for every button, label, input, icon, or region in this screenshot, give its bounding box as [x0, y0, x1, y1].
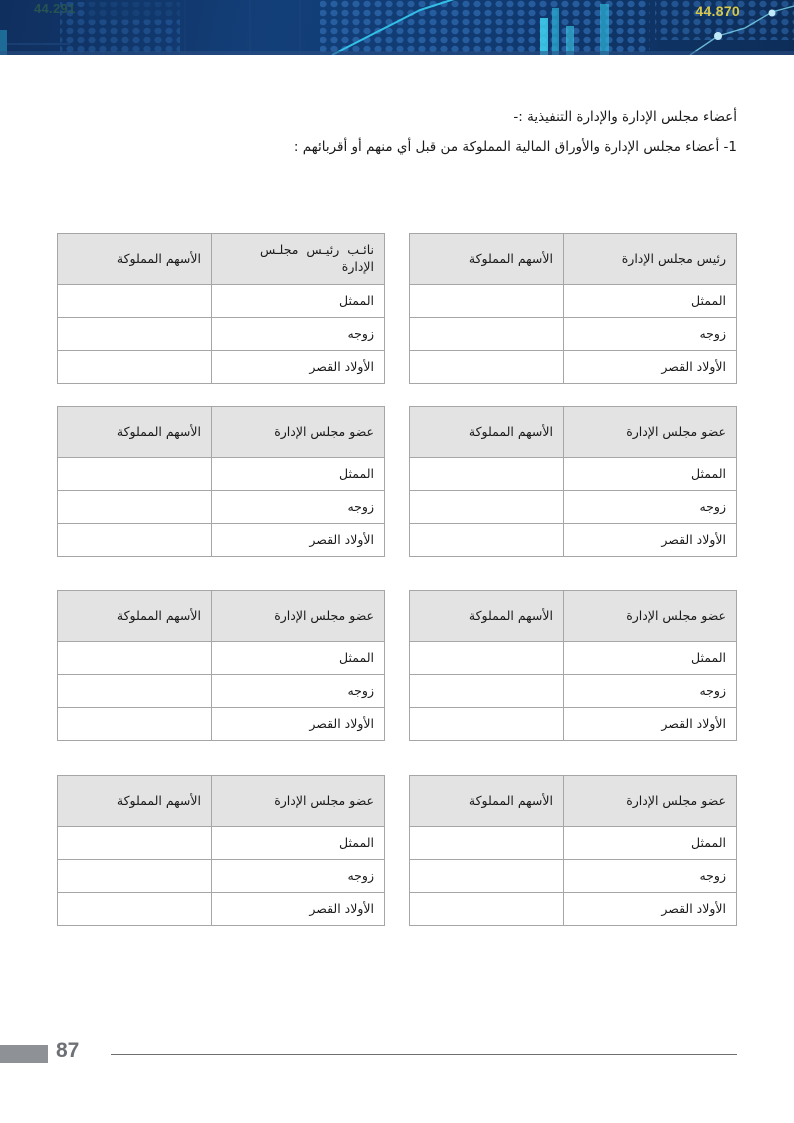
cell-relation-label: الأولاد القصر [661, 715, 726, 731]
column-header-shares-owned-label: الأسهم المملوكة [116, 607, 201, 623]
cell-relation [564, 285, 737, 318]
ownership-table [57, 775, 385, 926]
cell-relation-label: زوجه [699, 682, 726, 698]
cell-relation-label: زوجه [347, 498, 374, 514]
table-row [410, 708, 737, 741]
table-header-row [410, 591, 737, 642]
cell-shares-owned[interactable] [58, 524, 212, 557]
column-header-role-label: عضو مجلس الإدارة [274, 423, 374, 439]
cell-relation-label: زوجه [699, 867, 726, 883]
column-header-role [212, 591, 385, 642]
cell-relation-label: زوجه [347, 682, 374, 698]
cell-relation [212, 458, 385, 491]
cell-shares-owned[interactable] [58, 285, 212, 318]
column-header-role [564, 234, 737, 285]
cell-relation [212, 318, 385, 351]
cell-relation [212, 827, 385, 860]
cell-relation-label: الأولاد القصر [309, 900, 374, 916]
cell-relation [564, 318, 737, 351]
cell-relation [212, 642, 385, 675]
cell-shares-owned[interactable] [58, 675, 212, 708]
column-header-role-label: عضو مجلس الإدارة [274, 792, 374, 808]
cell-relation-label: الأولاد القصر [661, 358, 726, 374]
column-header-shares-owned [410, 591, 564, 642]
table-row [58, 318, 385, 351]
table-row [410, 524, 737, 557]
table-row [410, 458, 737, 491]
column-header-role-label: عضو مجلس الإدارة [626, 792, 726, 808]
table-header-row [58, 407, 385, 458]
table-row [58, 827, 385, 860]
cell-shares-owned[interactable] [410, 893, 564, 926]
cell-relation [212, 860, 385, 893]
column-header-shares-owned [58, 407, 212, 458]
column-header-shares-owned-label: الأسهم المملوكة [468, 607, 553, 623]
cell-shares-owned[interactable] [410, 285, 564, 318]
cell-shares-owned[interactable] [58, 351, 212, 384]
ownership-table [409, 775, 737, 926]
ownership-table [57, 590, 385, 741]
cell-relation-label: الممثل [691, 834, 726, 850]
cell-shares-owned[interactable] [58, 827, 212, 860]
cell-shares-owned[interactable] [58, 708, 212, 741]
table-row [410, 318, 737, 351]
column-header-role-label: عضو مجلس الإدارة [274, 607, 374, 623]
column-header-role [564, 776, 737, 827]
table-header-row [410, 776, 737, 827]
cell-relation-label: زوجه [699, 498, 726, 514]
section-subheading: 1- أعضاء مجلس الإدارة والأوراق المالية المملوكة من قبل أي منهم أو أقربائهم : [293, 139, 737, 155]
banner-right-number: 44.870 [695, 3, 740, 19]
table-row [58, 351, 385, 384]
cell-relation [564, 893, 737, 926]
page-header-banner [0, 0, 794, 55]
cell-relation [212, 351, 385, 384]
column-header-role [564, 591, 737, 642]
column-header-shares-owned [58, 776, 212, 827]
column-header-shares-owned [410, 776, 564, 827]
column-header-role [212, 407, 385, 458]
cell-relation-label: الأولاد القصر [309, 358, 374, 374]
column-header-shares-owned-label: الأسهم المملوكة [468, 250, 553, 266]
cell-shares-owned[interactable] [410, 675, 564, 708]
column-header-shares-owned [58, 591, 212, 642]
table-row [58, 285, 385, 318]
cell-relation [212, 893, 385, 926]
table-row [410, 351, 737, 384]
table-row [410, 893, 737, 926]
cell-relation-label: الممثل [691, 465, 726, 481]
cell-relation-label: زوجه [347, 867, 374, 883]
table-row [410, 860, 737, 893]
table-header-row [58, 234, 385, 285]
ownership-table [409, 233, 737, 384]
column-header-role [564, 407, 737, 458]
cell-relation-label: الممثل [691, 292, 726, 308]
cell-relation-label: الممثل [339, 292, 374, 308]
cell-shares-owned[interactable] [410, 351, 564, 384]
table-row [58, 860, 385, 893]
ownership-table [409, 590, 737, 741]
table-row [410, 827, 737, 860]
cell-relation-label: الأولاد القصر [661, 900, 726, 916]
cell-shares-owned[interactable] [58, 860, 212, 893]
cell-shares-owned[interactable] [410, 318, 564, 351]
table-row [58, 642, 385, 675]
cell-relation [564, 458, 737, 491]
cell-relation [564, 642, 737, 675]
cell-shares-owned[interactable] [410, 491, 564, 524]
column-header-role-label: عضو مجلس الإدارة [626, 607, 726, 623]
cell-relation-label: الأولاد القصر [309, 715, 374, 731]
table-row [58, 708, 385, 741]
column-header-shares-owned-label: الأسهم المملوكة [468, 423, 553, 439]
trend-line-graphic-icon [0, 0, 794, 55]
cell-shares-owned[interactable] [410, 458, 564, 491]
column-header-shares-owned-label: الأسهم المملوكة [116, 250, 201, 266]
column-header-shares-owned [410, 407, 564, 458]
column-header-shares-owned-label: الأسهم المملوكة [468, 792, 553, 808]
ownership-table [409, 406, 737, 557]
column-header-shares-owned-label: الأسهم المملوكة [116, 792, 201, 808]
cell-relation [564, 860, 737, 893]
table-row [410, 675, 737, 708]
cell-shares-owned[interactable] [410, 524, 564, 557]
cell-relation [564, 675, 737, 708]
cell-shares-owned[interactable] [58, 642, 212, 675]
column-header-role-label: رئيس مجلس الإدارة [621, 250, 726, 266]
page-number: 87 [56, 1039, 80, 1062]
cell-relation-label: الممثل [691, 649, 726, 665]
cell-relation-label: زوجه [347, 325, 374, 341]
cell-relation-label: الممثل [339, 465, 374, 481]
table-row [58, 458, 385, 491]
cell-relation [564, 708, 737, 741]
table-row [410, 285, 737, 318]
cell-relation [564, 491, 737, 524]
table-header-row [58, 776, 385, 827]
cell-shares-owned[interactable] [58, 491, 212, 524]
cell-relation [212, 675, 385, 708]
column-header-shares-owned [58, 234, 212, 285]
table-row [410, 642, 737, 675]
column-header-role-label: عضو مجلس الإدارة [626, 423, 726, 439]
table-header-row [410, 407, 737, 458]
footer-accent-bar [0, 1045, 48, 1063]
column-header-shares-owned-label: الأسهم المملوكة [116, 423, 201, 439]
column-header-role [212, 776, 385, 827]
table-row [58, 524, 385, 557]
cell-relation [212, 285, 385, 318]
cell-relation [564, 351, 737, 384]
cell-relation-label: الممثل [339, 649, 374, 665]
cell-shares-owned[interactable] [410, 642, 564, 675]
cell-relation [564, 827, 737, 860]
cell-relation [212, 524, 385, 557]
cell-shares-owned[interactable] [410, 860, 564, 893]
ownership-table [57, 233, 385, 384]
cell-relation [212, 708, 385, 741]
cell-shares-owned[interactable] [58, 458, 212, 491]
cell-relation [212, 491, 385, 524]
table-header-row [58, 591, 385, 642]
section-heading: أعضاء مجلس الإدارة والإدارة التنفيذية :- [513, 109, 737, 125]
ownership-table [57, 406, 385, 557]
cell-shares-owned[interactable] [410, 708, 564, 741]
table-row [58, 675, 385, 708]
column-header-shares-owned [410, 234, 564, 285]
cell-relation-label: الأولاد القصر [661, 531, 726, 547]
table-row [410, 491, 737, 524]
table-header-row [410, 234, 737, 285]
banner-bottom-strip [0, 51, 794, 55]
table-row [58, 491, 385, 524]
column-header-role [212, 234, 385, 285]
column-header-role-label: نائـب رئيـس مجلـس الإدارة [259, 242, 374, 274]
cell-relation-label: زوجه [699, 325, 726, 341]
table-row [58, 893, 385, 926]
cell-relation [564, 524, 737, 557]
cell-shares-owned[interactable] [410, 827, 564, 860]
footer-divider-rule [111, 1054, 737, 1055]
cell-relation-label: الأولاد القصر [309, 531, 374, 547]
banner-left-number: 44.291 [34, 1, 76, 16]
cell-shares-owned[interactable] [58, 893, 212, 926]
cell-shares-owned[interactable] [58, 318, 212, 351]
cell-relation-label: الممثل [339, 834, 374, 850]
